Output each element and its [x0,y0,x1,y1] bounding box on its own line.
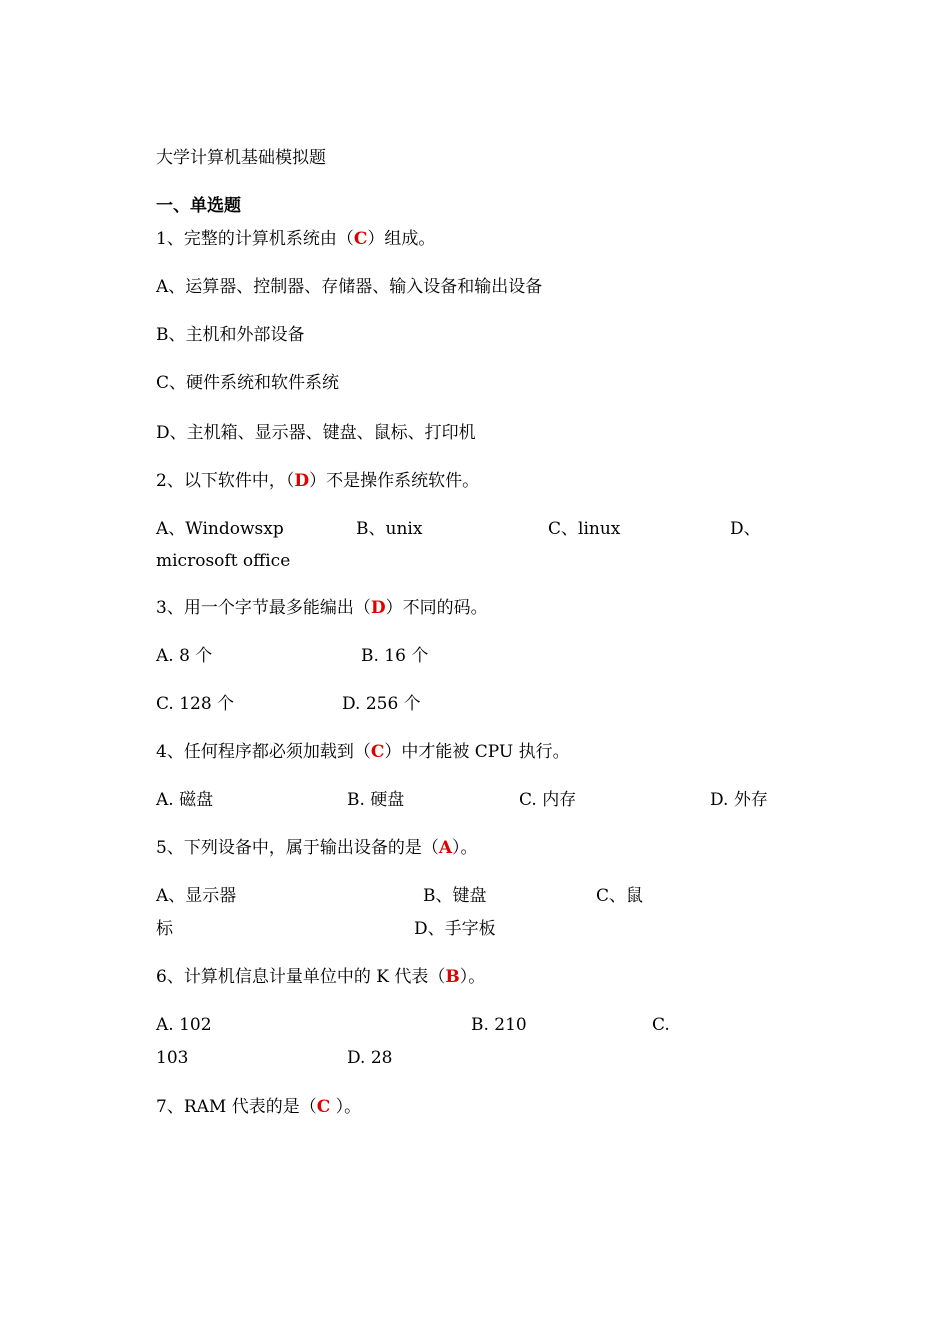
option-a: A. 磁盘 [156,790,214,810]
option-d: D、主机箱、显示器、键盘、鼠标、打印机 [156,423,476,443]
option-d-continuation: microsoft office [156,551,291,571]
option-d: D. 外存 [710,790,768,810]
question-text: 3、用一个字节最多能编出（ [156,598,371,618]
answer-mark: D [294,471,310,491]
option-b: B. 16 个 [361,646,429,666]
option-a: A. 8 个 [156,646,213,666]
option-c: C. 128 个 [156,694,235,714]
option-a: A、运算器、控制器、存储器、输入设备和输出设备 [156,277,543,297]
answer-mark: D [370,598,386,618]
option-c-continuation: 103 [156,1048,189,1068]
option-c: C. [652,1015,670,1035]
option-b: B、unix [356,519,423,539]
option-a: A、Windowsxp [156,519,284,539]
option-c-continuation: 标 [156,919,173,939]
question-text: 1、完整的计算机系统由（ [156,229,354,249]
option-b: B、主机和外部设备 [156,325,305,345]
question-text: ）不是操作系统软件。 [309,471,480,491]
option-d: D. 28 [347,1048,393,1068]
option-a: A. 102 [156,1015,212,1035]
question-text: 7、RAM 代表的是（ [156,1097,317,1117]
answer-mark: C [370,742,385,762]
question-text: ）中才能被 CPU 执行。 [384,742,570,762]
question-text: 6、计算机信息计量单位中的 K 代表（ [156,967,446,987]
question-text: ）。 [452,838,478,858]
answer-mark: A [438,838,453,858]
question-text: ）。 [330,1097,362,1117]
question-4 [156,741,570,763]
question-text: 2、以下软件中，（ [156,471,295,491]
section-heading: 一、单选题 [156,196,241,216]
question-1 [156,228,435,250]
question-text: ）。 [459,967,486,987]
option-d: D、手字板 [414,919,496,939]
question-6 [156,966,485,988]
option-c: C. 内存 [519,790,577,810]
answer-mark: C [316,1097,331,1117]
question-3 [156,597,488,619]
option-b: B、键盘 [423,886,487,906]
question-5 [156,837,478,859]
question-text: 5、下列设备中，属于输出设备的是（ [156,838,439,858]
option-c: C、鼠 [596,886,644,906]
answer-mark: C [353,229,368,249]
answer-mark: B [445,967,460,987]
question-7 [156,1096,361,1118]
option-b: B. 210 [471,1015,527,1035]
question-text: ）组成。 [367,229,436,249]
question-2 [156,470,479,492]
option-c: C、硬件系统和软件系统 [156,373,340,393]
option-a: A、显示器 [156,886,237,906]
option-c: C、linux [548,519,621,539]
question-text: 4、任何程序都必须加载到（ [156,742,371,762]
option-d: D. 256 个 [342,694,421,714]
option-b: B. 硬盘 [347,790,405,810]
document-title: 大学计算机基础模拟题 [156,148,326,168]
question-text: ）不同的码。 [385,598,488,618]
option-d: D、 [730,519,761,539]
